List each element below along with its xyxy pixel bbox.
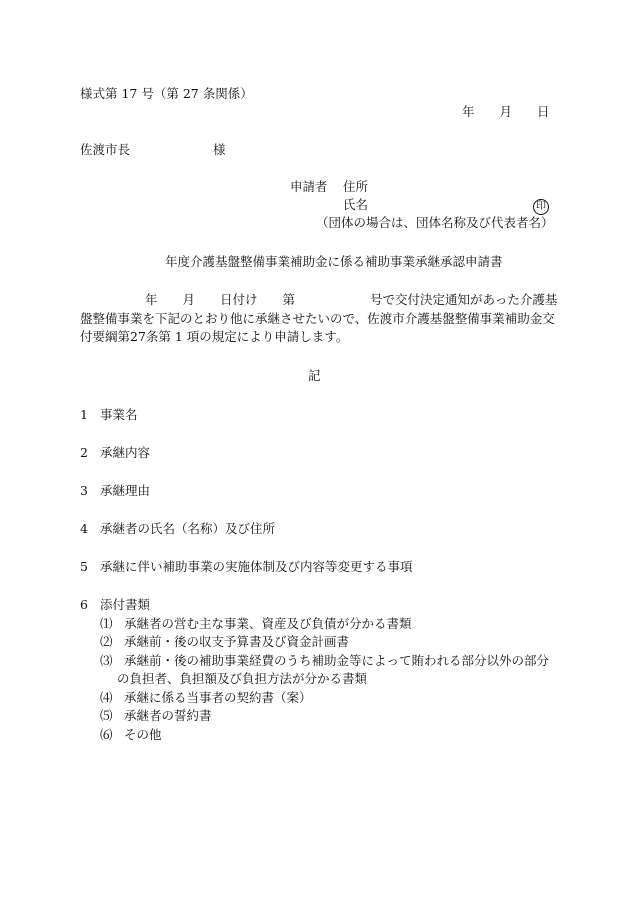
attachment-number: ⑶ <box>100 653 113 668</box>
body-line-3: 付要綱第27条第 1 項の規定により申請します。 <box>80 329 349 344</box>
list-item-label: 添付書類 <box>100 597 151 612</box>
attachment-label: 承継者の営む主な事業、資産及び負債が分かる書類 <box>124 616 412 631</box>
addressee-name: 佐渡市長 <box>80 142 131 157</box>
attachment-label: 承継前・後の収支予算書及び資金計画書 <box>124 634 350 649</box>
body-line-2: 盤整備事業を下記のとおり他に承継させたいので、佐渡市介護基盤整備事業補助金交 <box>80 311 555 326</box>
list-item-number: 2 <box>80 445 88 460</box>
list-item-number: 1 <box>80 407 88 422</box>
attachment-label: 承継に係る当事者の契約書（案） <box>124 690 312 705</box>
list-item-number: 5 <box>80 559 88 574</box>
attachment-label: 承継前・後の補助事業経費のうち補助金等によって賄われる部分以外の部分 <box>124 653 550 668</box>
attachment-number: ⑹ <box>100 727 113 742</box>
ki-heading: 記 <box>308 368 321 383</box>
seal-icon: 印 <box>533 199 549 215</box>
list-item-label: 事業名 <box>100 407 138 422</box>
list-item-number: 3 <box>80 483 88 498</box>
document-title: 年度介護基盤整備事業補助金に係る補助事業承継承認申請書 <box>165 254 503 269</box>
attachment-number: ⑴ <box>100 616 113 631</box>
attachment-label: その他 <box>124 727 162 742</box>
list-item-number: 4 <box>80 521 88 536</box>
applicant-role-label: 申請者 <box>290 179 328 194</box>
attachment-number: ⑸ <box>100 708 113 723</box>
applicant-address-label: 住所 <box>343 179 369 194</box>
body-line-1: 年 月 日付け 第 号で交付決定通知があった介護基 <box>145 292 558 307</box>
list-item-label: 承継内容 <box>100 445 151 460</box>
attachment-label-continued: の負担者、負担額及び負担方法が分かる書類 <box>117 671 368 686</box>
applicant-note: （団体の場合は、団体名称及び代表者名） <box>316 215 554 230</box>
addressee-honorific: 様 <box>213 142 226 157</box>
date-line: 年 月 日 <box>462 104 550 119</box>
list-item-label: 承継者の氏名（名称）及び住所 <box>100 521 276 536</box>
list-item-label: 承継に伴い補助事業の実施体制及び内容等変更する事項 <box>100 559 413 574</box>
attachment-number: ⑵ <box>100 634 113 649</box>
list-item-label: 承継理由 <box>100 483 151 498</box>
attachment-number: ⑷ <box>100 690 113 705</box>
applicant-name-label: 氏名 <box>343 197 369 212</box>
form-number: 様式第 17 号（第 27 条関係） <box>80 86 253 101</box>
list-item-number: 6 <box>80 597 88 612</box>
seal-mark <box>533 197 549 215</box>
attachment-label: 承継者の誓約書 <box>124 708 212 723</box>
